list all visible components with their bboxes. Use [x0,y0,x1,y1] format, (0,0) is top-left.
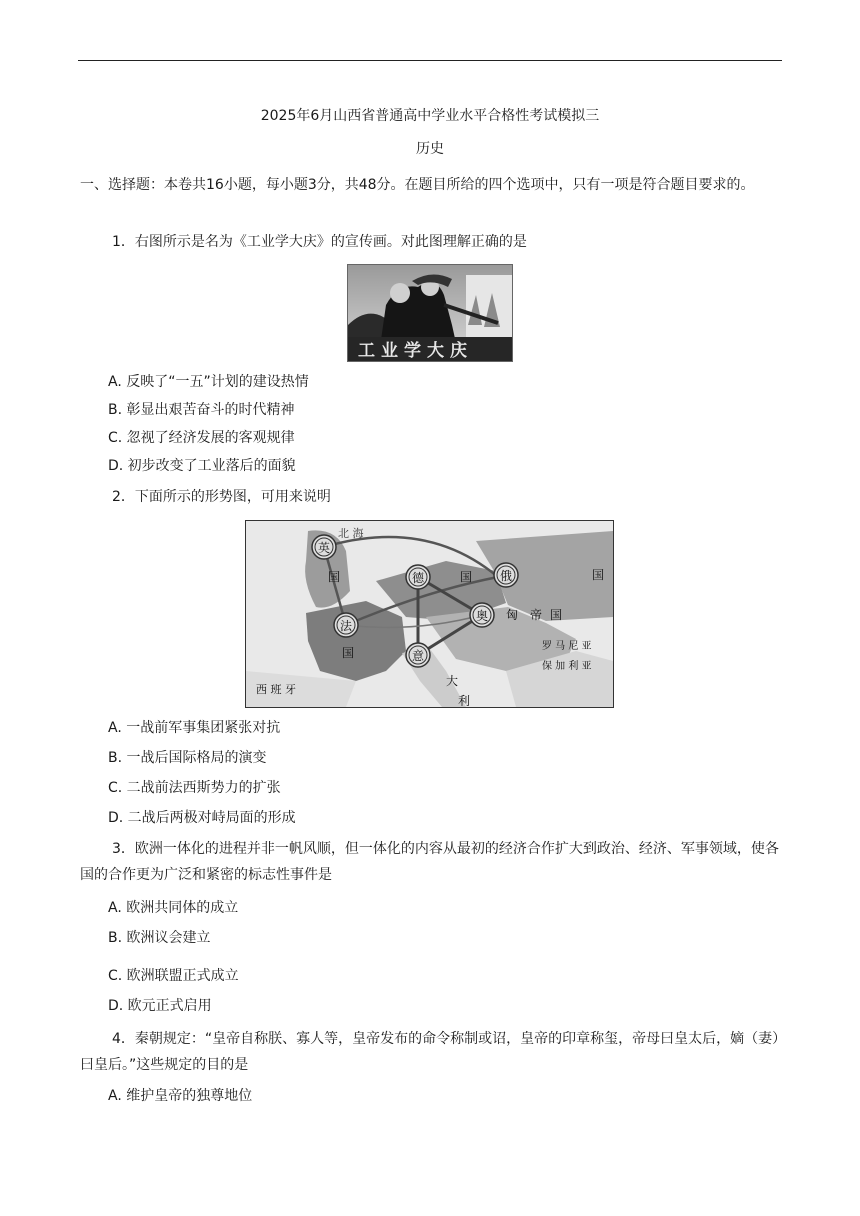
map-label-france-guo: 国 [342,646,355,660]
question-1-option-d: D. 初步改变了工业落后的面貌 [108,458,296,474]
question-3-option-d: D. 欧元正式启用 [108,998,212,1014]
header-rule [78,60,782,61]
question-3-option-a: A. 欧洲共同体的成立 [108,900,239,916]
question-2-option-b: B. 一战后国际格局的演变 [108,750,267,766]
map-circle-russia [494,563,518,587]
poster-caption: 工业学大庆 [358,341,473,361]
section-instructions: 一、选择题：本卷共16小题，每小题3分，共48分。在题目所给的四个选项中，只有一项是符合题目要求的。 [80,177,755,193]
poster-illustration [348,265,512,361]
map-label-britain-guo: 国 [328,570,341,584]
question-2-option-a: A. 一战前军事集团紧张对抗 [108,720,281,736]
question-4-option-a: A. 维护皇帝的独尊地位 [108,1088,253,1104]
svg-text:德: 德 [411,571,425,585]
propaganda-poster-figure [347,264,513,362]
question-1-stem: 1．右图所示是名为《工业学大庆》的宣传画。对此图理解正确的是 [112,234,527,250]
map-label-bulgaria: 保 加 利 亚 [542,661,592,672]
question-1-option-b: B. 彰显出艰苦奋斗的时代精神 [108,402,295,418]
map-circle-austria [470,603,494,627]
svg-text:奥: 奥 [475,609,489,623]
map-circle-britain [312,535,336,559]
question-2-option-d: D. 二战后两极对峙局面的形成 [108,810,296,826]
map-label-romania: 罗 马 尼 亚 [542,641,592,652]
map-label-russia-guo: 国 [592,568,605,582]
svg-text:俄: 俄 [499,569,513,583]
question-1-option-c: C. 忽视了经济发展的客观规律 [108,430,295,446]
question-1-option-a: A. 反映了“一五”计划的建设热情 [108,374,309,390]
map-circle-france [334,613,358,637]
question-3-option-c: C. 欧洲联盟正式成立 [108,968,239,984]
exam-title: 2025年6月山西省普通高中学业水平合格性考试模拟三 [260,108,600,124]
europe-situation-map [245,520,614,708]
map-circle-italy [406,643,430,667]
question-3-stem: 3．欧洲一体化的进程并非一帆风顺，但一体化的内容从最初的经济合作扩大到政治、经济、军事领域，使各国的合作更为广泛和紧密的标志性事件是 [80,841,779,883]
map-circle-germany [406,565,430,589]
map-sea-label: 北 海 [338,527,364,540]
svg-text:意: 意 [411,649,425,663]
exam-subject: 历史 [416,141,444,157]
map-label-italy-da: 大 [446,674,459,688]
svg-text:法: 法 [339,619,353,633]
question-3-option-b: B. 欧洲议会建立 [108,930,211,946]
map-illustration [246,521,613,707]
map-label-austria-di: 帝 [530,608,543,622]
svg-text:英: 英 [317,541,331,555]
map-label-germany-guo: 国 [460,570,473,584]
question-4-stem: 4．秦朝规定：“皇帝自称朕、寡人等，皇帝发布的命令称制或诏，皇帝的印章称玺，帝母曰皇太后，嫡（妻）曰皇后。”这些规定的目的是 [80,1031,780,1073]
map-label-austria-guo: 国 [550,608,563,622]
map-label-spain: 西 班 牙 [256,683,296,696]
question-2-stem: 2．下面所示的形势图，可用来说明 [112,489,331,505]
question-2-option-c: C. 二战前法西斯势力的扩张 [108,780,281,796]
map-label-italy-li: 利 [458,694,471,707]
map-label-austria-xiong: 匈 [506,608,519,622]
